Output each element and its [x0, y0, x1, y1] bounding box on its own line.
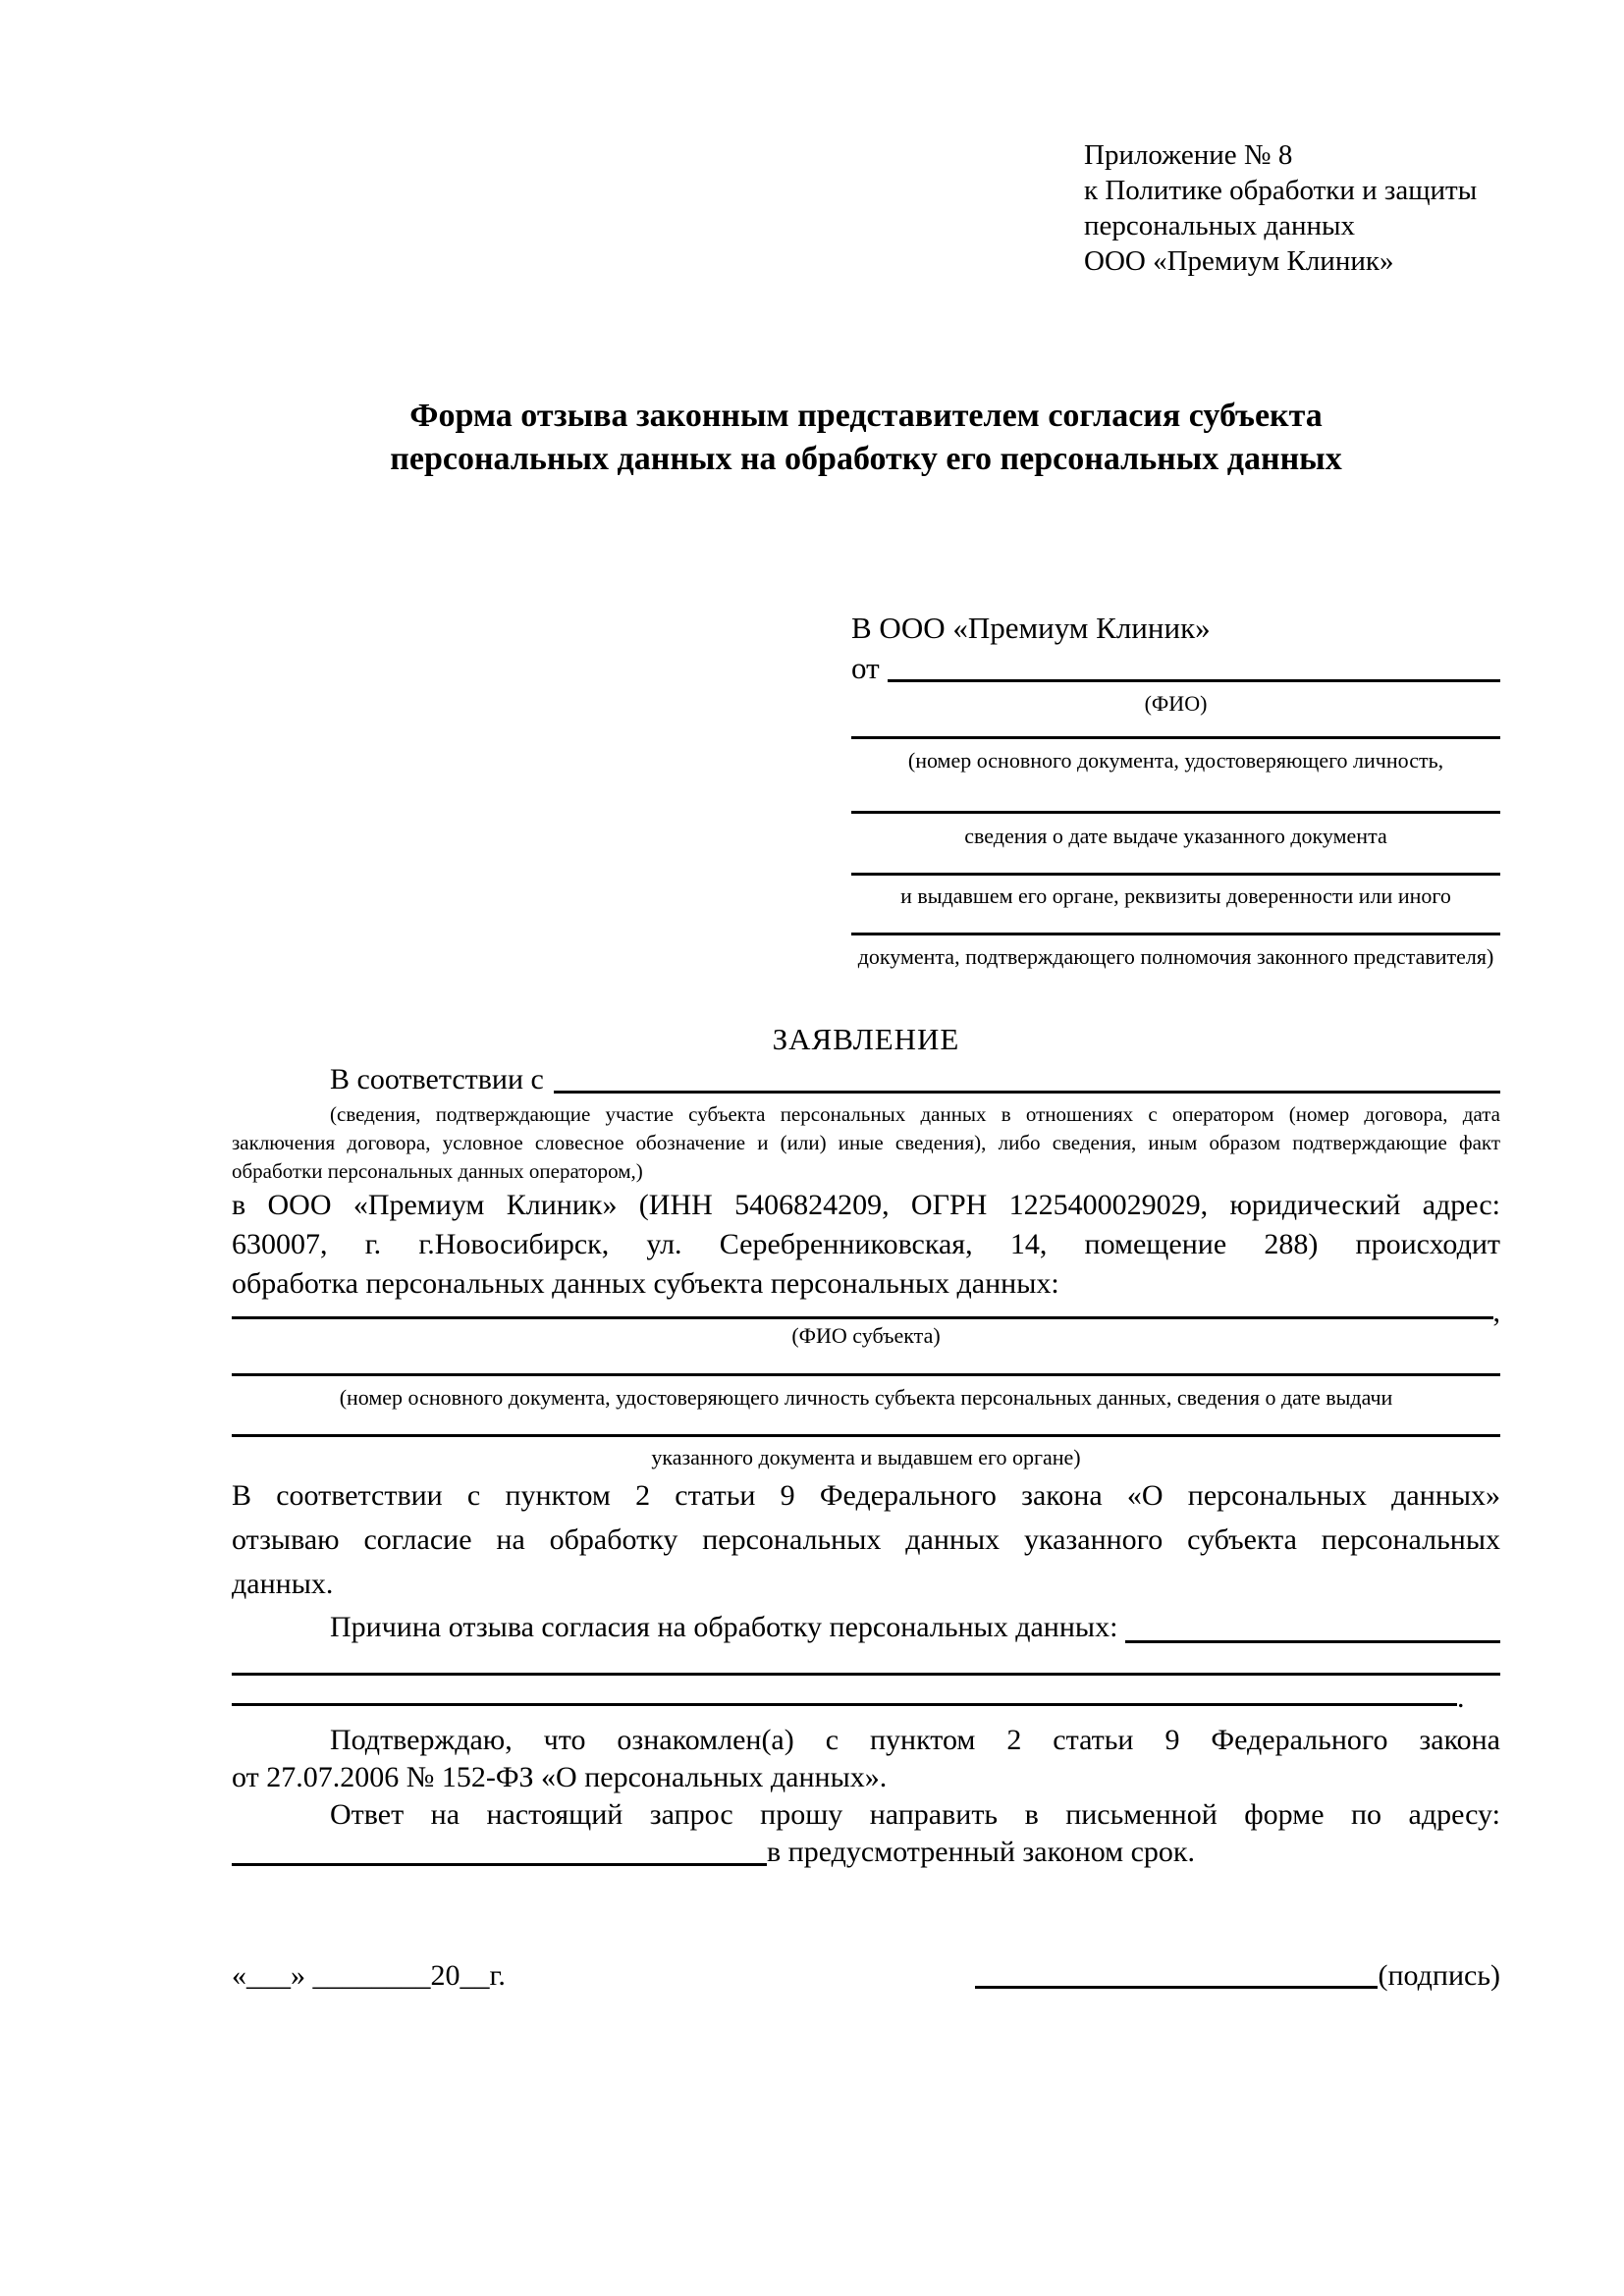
document-number-caption: (номер основного документа, удостоверяющего личность,	[907, 748, 1444, 773]
issue-date-field-line	[851, 811, 1500, 814]
subject-document-field-line	[232, 1373, 1500, 1376]
representative-authority-field-line	[851, 933, 1500, 935]
subject-document-caption-2: указанного документа и выдавшем его органе)	[651, 1445, 1081, 1469]
appendix-line: Приложение № 8	[1084, 139, 1293, 171]
issue-date-caption: сведения о дате выдаче указанного документа	[964, 824, 1387, 848]
confirmation-paragraph-line: Подтверждаю, что ознакомлен(а) с пунктом 2 статьи 9 Федерального закона	[330, 1724, 1500, 1756]
appendix-line: персональных данных	[1084, 210, 1356, 241]
subject-fio-suffix: ,	[1492, 1296, 1500, 1328]
issuing-authority-field-line	[851, 873, 1500, 876]
reason-field-line	[1125, 1606, 1500, 1643]
fio-caption: (ФИО)	[1144, 691, 1208, 716]
confirmation-paragraph	[232, 1722, 1500, 1796]
response-suffix: в предусмотренный законом срок.	[767, 1836, 1195, 1868]
reason-prefix: Причина отзыва согласия на обработку персональных данных:	[330, 1611, 1118, 1643]
addressee-block	[851, 607, 1500, 970]
withdrawal-paragraph-line: В соответствии с пунктом 2 статьи 9 Федерального закона «О персональных данных»	[232, 1479, 1500, 1512]
signature-caption: (подпись)	[1378, 1959, 1500, 1992]
from-row	[851, 650, 1500, 687]
subject-fio-caption: (ФИО субъекта)	[791, 1323, 941, 1348]
addressee-organization: В ООО «Премиум Клиник»	[851, 611, 1211, 645]
accordance-prefix: В соответствии с	[330, 1063, 544, 1095]
document-number-field-line	[851, 736, 1500, 739]
accordance-note-line: заключения договора, условное словесное обозначение и (или) иные сведения), либо сведения, иным образом подтверждающие факт	[232, 1131, 1500, 1154]
reason-blank-line-2-row	[232, 1676, 1500, 1714]
document-title-line: Форма отзыва законным представителем согласия субъекта	[409, 398, 1323, 434]
date-line: «___» ________20__г.	[232, 1959, 506, 1992]
response-address-row	[232, 1834, 1500, 1871]
operator-paragraph-line: в ООО «Премиум Клиник» (ИНН 5406824209, ОГРН 1225400029029, юридический адрес:	[232, 1189, 1500, 1221]
appendix-block	[1084, 0, 1500, 279]
appendix-line: ООО «Премиум Клиник»	[1084, 245, 1394, 277]
signature-field-line	[975, 1986, 1378, 1989]
subject-fio-field-line	[232, 1316, 1493, 1319]
issuing-authority-caption: и выдавшем его органе, реквизиты доверенности или иного	[900, 883, 1451, 908]
reason-blank-line-2-period: .	[1457, 1682, 1465, 1714]
response-address-field-line	[232, 1834, 767, 1866]
response-paragraph-line: Ответ на настоящий запрос прошу направить в письменной форме по адресу:	[330, 1798, 1500, 1831]
reason-blank-line-2	[232, 1703, 1457, 1706]
statement-heading: ЗАЯВЛЕНИЕ	[772, 1022, 960, 1056]
accordance-row	[232, 1064, 1500, 1095]
signature-footer	[232, 1956, 1500, 1996]
subject-fio-row	[232, 1296, 1500, 1328]
signature-group	[975, 1956, 1500, 1996]
from-fio-field-line	[888, 650, 1500, 682]
accordance-field-line	[554, 1064, 1500, 1094]
operator-paragraph-line: обработка персональных данных субъекта персональных данных:	[232, 1267, 1059, 1300]
operator-paragraph-line: 630007, г. г.Новосибирск, ул. Серебренниковская, 14, помещение 288) происходит	[232, 1228, 1500, 1260]
from-label: от	[851, 651, 880, 685]
withdrawal-paragraph-line: данных.	[232, 1568, 334, 1600]
subject-document-field-line-2	[232, 1434, 1500, 1437]
accordance-note	[232, 1100, 1500, 1186]
document-title	[232, 395, 1500, 481]
withdrawal-paragraph	[232, 1473, 1500, 1606]
subject-document-caption: (номер основного документа, удостоверяющего личность субъекта персональных данных, сведения о дате выдачи	[339, 1385, 1393, 1410]
appendix-line: к Политике обработки и защиты	[1084, 175, 1478, 206]
accordance-note-line: (сведения, подтверждающие участие субъекта персональных данных в отношениях с оператором (номер договора, дата	[330, 1102, 1500, 1126]
accordance-note-line: обработки персональных данных оператором,)	[232, 1159, 643, 1183]
operator-paragraph	[232, 1186, 1500, 1304]
reason-row	[232, 1606, 1500, 1649]
confirmation-paragraph-line: от 27.07.2006 № 152-ФЗ «О персональных данных».	[232, 1761, 888, 1793]
representative-authority-caption: документа, подтверждающего полномочия законного представителя)	[857, 944, 1494, 969]
document-title-line: персональных данных на обработку его персональных данных	[390, 441, 1342, 477]
withdrawal-paragraph-line: отзываю согласие на обработку персональных данных указанного субъекта персональных	[232, 1523, 1500, 1556]
